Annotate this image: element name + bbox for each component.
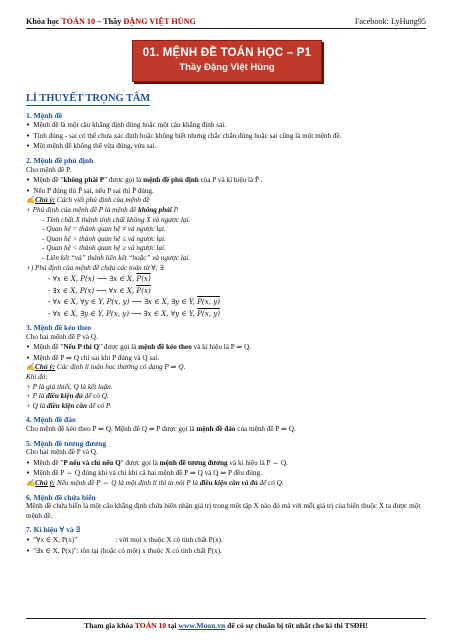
s5-note: ✍Chú ý: Nếu mệnh đề P ⇔ Q là một định lí thì ta nói P là điều kiện cần và đủ để có Q. — [26, 479, 284, 487]
title-banner — [132, 40, 322, 82]
moon-link[interactable]: www.Moon.vn — [178, 621, 226, 630]
s3-bullet-1: • Mệnh đề "Nếu P thì Q" được gọi là mệnh đề kéo theo và kí hiệu là P ⇒ Q. — [26, 342, 428, 353]
section-title: LÍ THUYẾT TRỌNG TÂM — [26, 93, 151, 104]
teacher-name: Thầy Đặng Việt Hùng — [179, 62, 275, 73]
negation-formula: - ∀x ∈ X, ∀y ∈ Y, P(x, y) ⟶ ∃x ∈ X, ∃y ∈ Y, P(x, y) — [48, 297, 220, 307]
s4-text: Cho mệnh đề kéo theo P ⇒ Q. Mệnh đề Q ⇒ P được gọi là mệnh đề đảo của mệnh đề P ⇒ Q. — [26, 425, 296, 434]
s3-bullet-2: • Mệnh đề P ⇒ Q chỉ sai khi P đúng và Q sai. — [26, 353, 428, 364]
s1-item-3: • Một mệnh đề không thể vừa đúng, vừa sai. — [26, 141, 428, 152]
heading-4: 4. Mệnh đề đảo — [26, 415, 76, 425]
page-header — [26, 12, 426, 29]
header-facebook: Facebook: LyHung95 — [354, 17, 426, 26]
document-body — [26, 94, 428, 556]
s2-rule: - Quan hệ > thành quan hệ ≤ và ngược lại. — [42, 234, 166, 243]
heading-5: 5. Mệnh đề tương đương — [26, 438, 107, 448]
s3-line-3: + Q là điều kiện cần để có P. — [26, 401, 112, 410]
s6-text: Mệnh đề chứa biến là một câu khẳng định chứa biến nhận giá trị trong một tập X nào đó mà với mỗi giá trị của biến thuộc X ta được một mệnh đề. — [26, 502, 421, 520]
s2-rule: - Tính chất X thành tính chất không X và ngược lại. — [42, 215, 191, 224]
s3-intro: Cho hai mệnh đề P và Q. — [26, 332, 98, 341]
s7-item-2: • "∃x ∈ X, P(x)": tồn tại (hoặc có một) x thuộc X có tính chất P(x). — [26, 546, 428, 557]
s1-item-1: • Mệnh đề là một câu khẳng định đúng hoặc một câu khẳng định sai. — [26, 120, 428, 131]
s3-line-1: + P là giả thiết, Q là kết luận. — [26, 382, 113, 391]
s3-note: ✍Chú ý: Các định lí toán học thường có dạng P ⇒ Q. — [26, 363, 186, 372]
s2-rule: - Quan hệ = thành quan hệ ≠ và ngược lại. — [42, 225, 166, 234]
s1-item-2: • Tính đúng - sai có thể chưa xác định hoặc không biết nhưng chắc chắn đúng hoặc sai cũng là một mệnh đề. — [26, 131, 428, 142]
heading-7: 7. Kí hiệu ∀ và ∃ — [26, 525, 81, 535]
s7-item-1: • "∀x ∈ X, P(x)" : với mọi x thuộc X có tính chất P(x). — [26, 535, 428, 546]
heading-1: 1. Mệnh đề — [26, 110, 63, 120]
s2-bullet-1: • Mệnh đề "không phải P" được gọi là mệnh đề phủ định của P và kí hiệu là P̄ . — [26, 175, 428, 186]
negation-formula: - ∀x ∈ X, P(x) ⟶ ∃x ∈ X, P(x) — [48, 274, 151, 284]
s2-intro: Cho mệnh đề P. — [26, 165, 72, 174]
s2-note: ✍Chú ý: Cách viết phủ định của mệnh đề — [26, 196, 150, 205]
s2-bullet-2: • Nếu P đúng thì P̄ sai, nếu P sai thì P̄ đúng. — [26, 186, 428, 197]
note-icon: ✍ — [26, 479, 35, 487]
lesson-title: 01. MỆNH ĐỀ TOÁN HỌC – P1 — [142, 47, 312, 59]
s3-khi-do: Khi đó: — [26, 373, 48, 382]
page-footer: Tham gia khóa TOÁN 10 tại www.Moon.vn để có sự chuẩn bị tốt nhất cho kì thi TSĐH! — [26, 618, 426, 630]
note-icon: ✍ — [26, 363, 35, 372]
negation-formula: - ∃x ∈ X, P(x) ⟶ ∀x ∈ X, P(x) — [48, 285, 151, 295]
header-course: Khóa học TOÁN 10 – Thầy ĐẶNG VIỆT HÙNG — [26, 17, 196, 26]
note-icon: ✍ — [26, 196, 35, 205]
s2-rule: - Quan hệ < thành quan hệ ≥ và ngược lại. — [42, 244, 166, 253]
s2-rule: - Liên kết “và” thành liên kết “hoặc” và ngược lại. — [42, 253, 191, 262]
heading-2: 2. Mệnh đề phủ định — [26, 155, 94, 165]
heading-6: 6. Mệnh đề chứa biến — [26, 492, 96, 502]
s2-plus-1: + Phủ định của mệnh đề P là mệnh đề không phải P. — [26, 205, 179, 214]
heading-3: 3. Mệnh đề kéo theo — [26, 323, 92, 333]
s5-intro: Cho hai mệnh đề P và Q. — [26, 448, 98, 457]
negation-formula: - ∀x ∈ X, ∃y ∈ Y, P(x, y) ⟶ ∃x ∈ X, ∀y ∈ Y, P(x, y) — [48, 308, 220, 318]
s5-bullet-1: • Mệnh đề "P nếu và chỉ nếu Q" được gọi là mệnh đề tương đương và kí hiệu là P ⇔ Q. — [26, 458, 428, 469]
s2-plus-2: +) Phủ định của mệnh đề chứa các toán tử ∀; ∃ — [26, 263, 164, 272]
s3-line-2: + P là điều kiện đủ để có Q. — [26, 392, 109, 401]
s5-bullet-2: • Mệnh đề P ⇔ Q đúng khi và chỉ khi cả hai mệnh đề P ⇒ Q và Q ⇒ P đều đúng. — [26, 468, 428, 479]
